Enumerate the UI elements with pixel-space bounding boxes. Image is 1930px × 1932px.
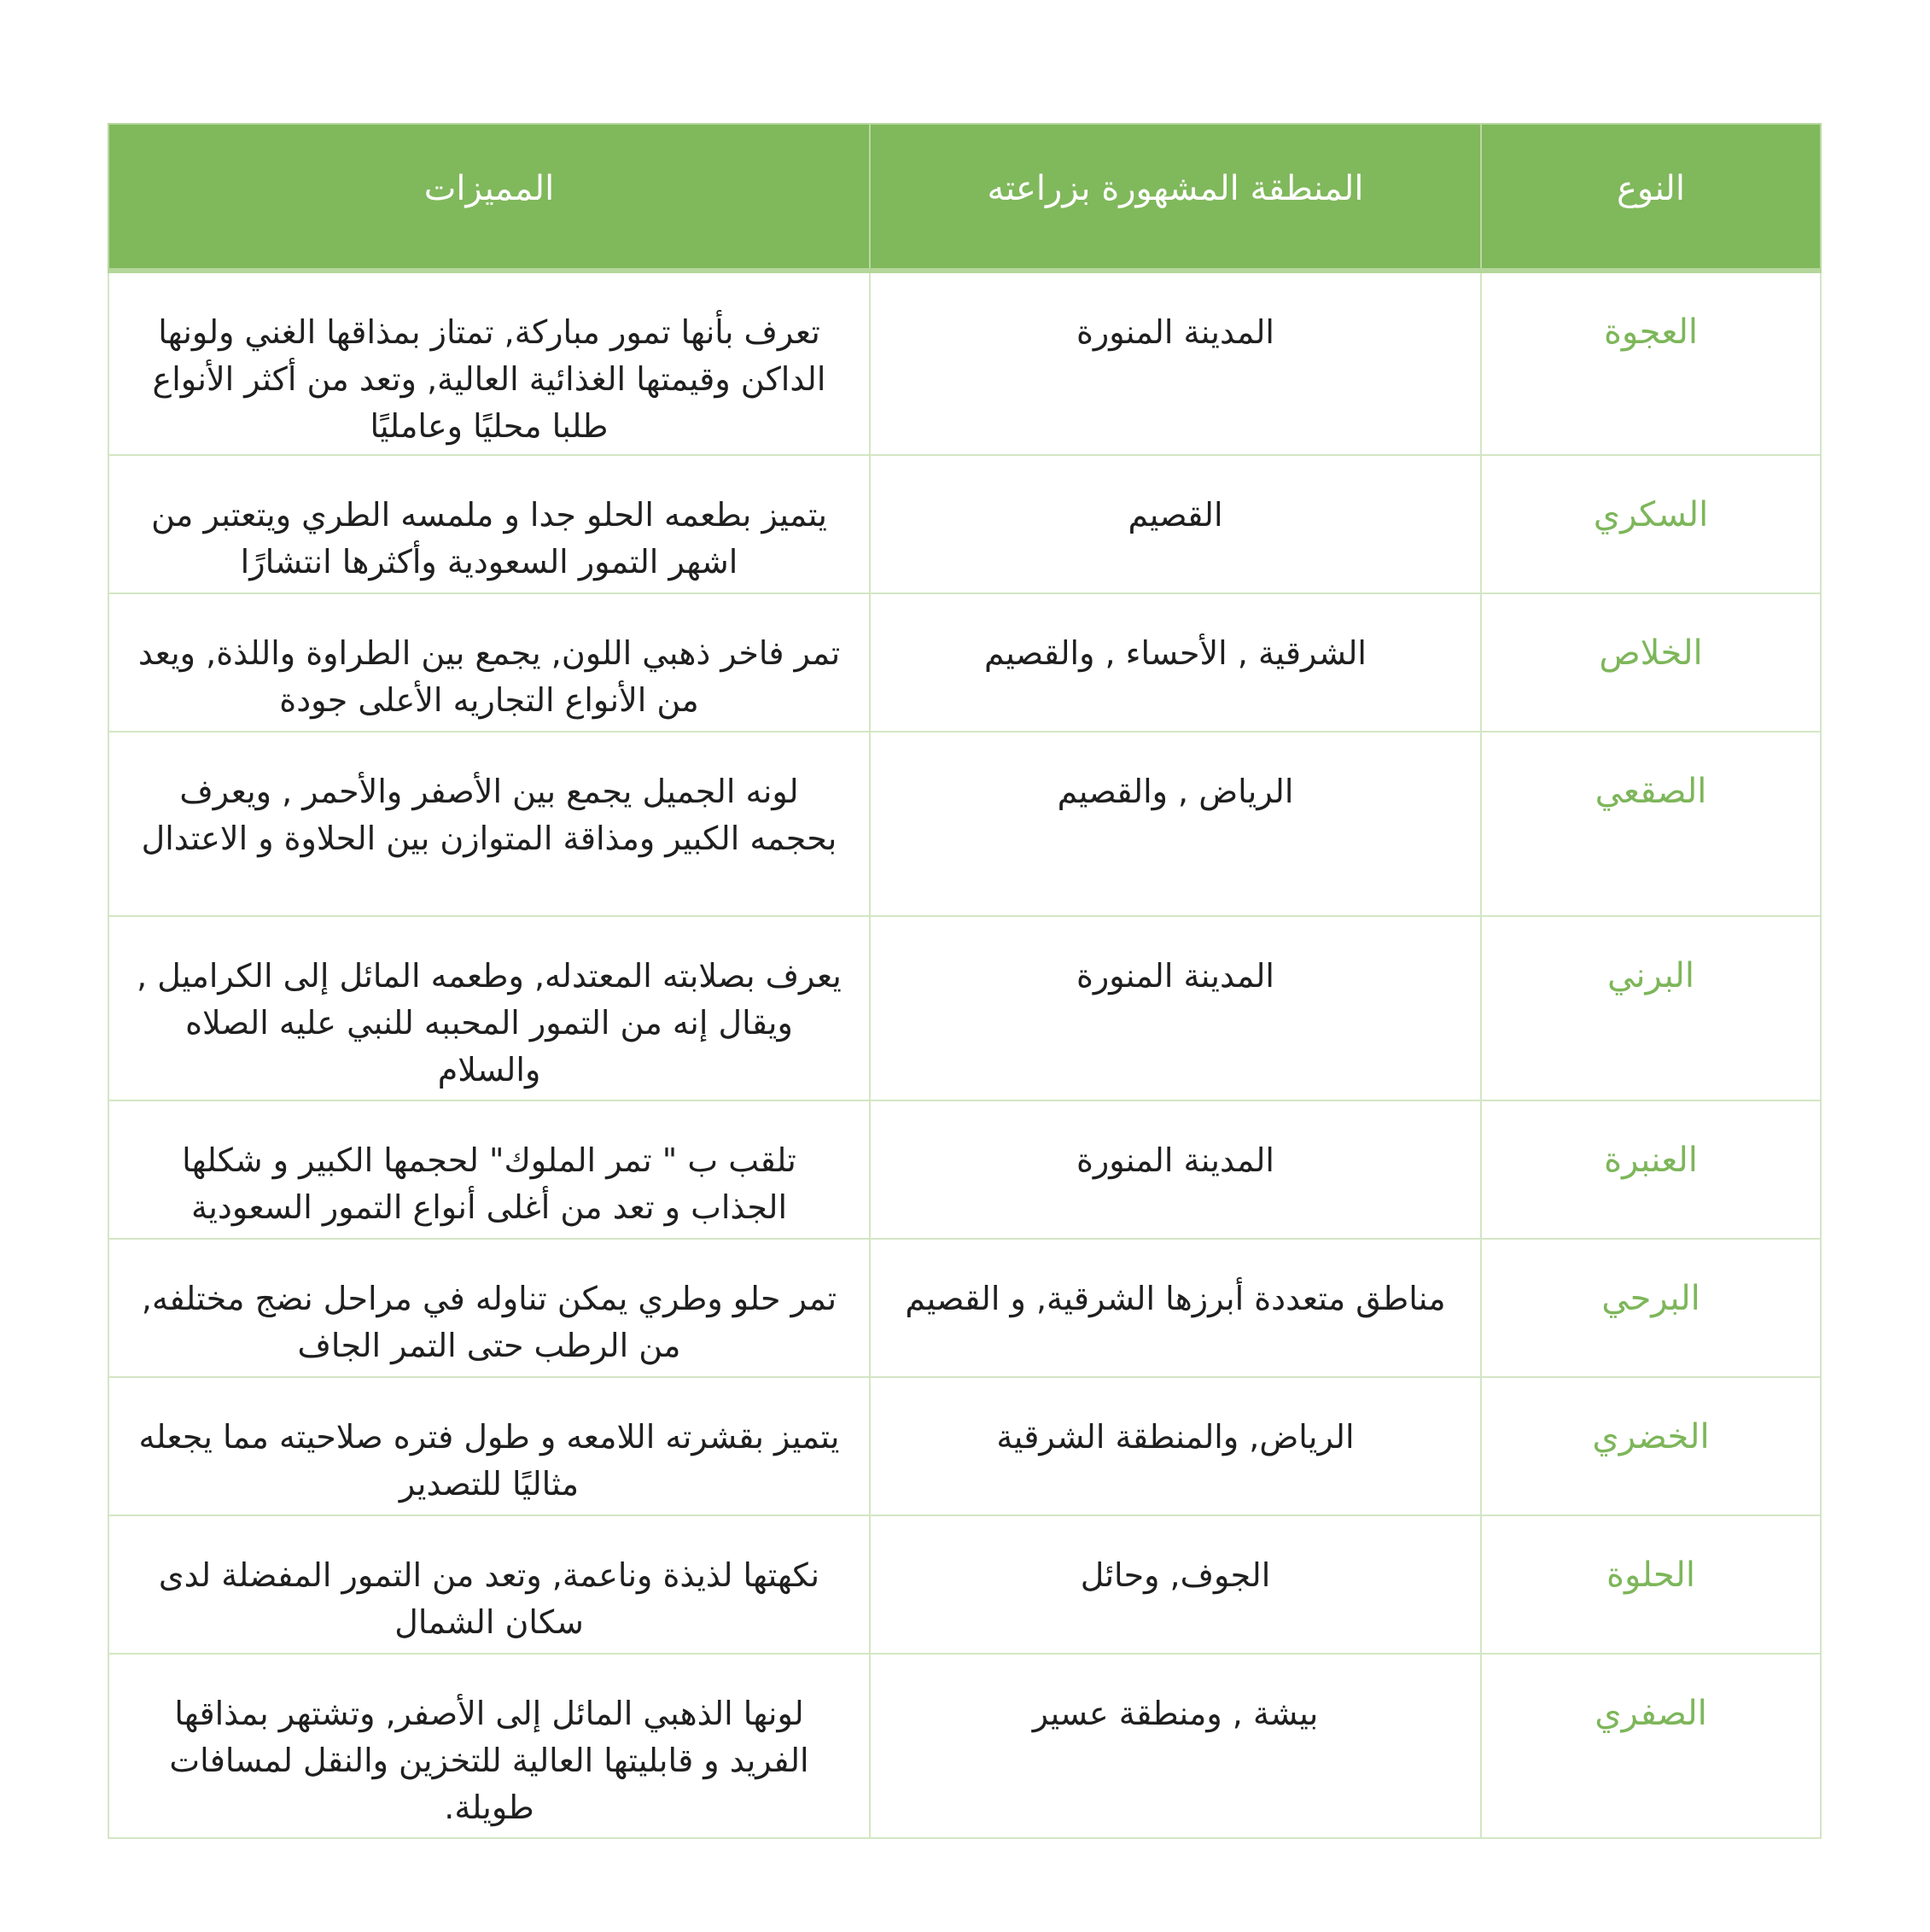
cell-type: الصفري [1481, 1654, 1821, 1838]
cell-type: البرني [1481, 916, 1821, 1100]
cell-region: المدينة المنورة [870, 916, 1481, 1100]
table-row [108, 271, 1821, 455]
table-row [108, 1377, 1821, 1515]
table-row [108, 916, 1821, 1100]
header-type: النوع [1481, 124, 1821, 271]
cell-features: تمر فاخر ذهبي اللون, يجمع بين الطراوة واللذة, ويعد من الأنواع التجاريه الأعلى جودة [108, 593, 870, 732]
cell-type: السكري [1481, 455, 1821, 593]
table-row [108, 593, 1821, 732]
table-row [108, 1654, 1821, 1838]
cell-region: الرياض, والمنطقة الشرقية [870, 1377, 1481, 1515]
cell-type: العنبرة [1481, 1100, 1821, 1239]
table-row [108, 1100, 1821, 1239]
cell-features: تعرف بأنها تمور مباركة, تمتاز بمذاقها الغني ولونها الداكن وقيمتها الغذائية العالية, وتعد من أكثر الأنواع طلبا محليًا وعامليًا [108, 271, 870, 455]
header-region: المنطقة المشهورة بزراعته [870, 124, 1481, 271]
table-row [108, 732, 1821, 916]
table-body [108, 271, 1821, 1838]
cell-type: الخضري [1481, 1377, 1821, 1515]
cell-features: تمر حلو وطري يمكن تناوله في مراحل نضج مختلفه, من الرطب حتى التمر الجاف [108, 1239, 870, 1377]
cell-features: تلقب ب " تمر الملوك" لحجمها الكبير و شكلها الجذاب و تعد من أغلى أنواع التمور السعودية [108, 1100, 870, 1239]
cell-features: يتميز بطعمه الحلو جدا و ملمسه الطري ويتعتبر من اشهر التمور السعودية وأكثرها انتشارًا [108, 455, 870, 593]
cell-type: الخلاص [1481, 593, 1821, 732]
cell-type: العجوة [1481, 271, 1821, 455]
date-varieties-table [108, 123, 1822, 1839]
header-row [108, 124, 1821, 271]
table-row [108, 1239, 1821, 1377]
cell-type: الحلوة [1481, 1515, 1821, 1654]
cell-features: لونها الذهبي المائل إلى الأصفر, وتشتهر بمذاقها الفريد و قابليتها العالية للتخزين والنقل لمسافات طويلة. [108, 1654, 870, 1838]
cell-type: البرحي [1481, 1239, 1821, 1377]
header-features: المميزات [108, 124, 870, 271]
table-row [108, 455, 1821, 593]
cell-region: الشرقية , الأحساء , والقصيم [870, 593, 1481, 732]
cell-features: يعرف بصلابته المعتدله, وطعمه المائل إلى الكراميل , ويقال إنه من التمور المحببه للنبي عليه الصلاه والسلام [108, 916, 870, 1100]
cell-region: بيشة , ومنطقة عسير [870, 1654, 1481, 1838]
cell-region: الجوف, وحائل [870, 1515, 1481, 1654]
cell-region: الرياض , والقصيم [870, 732, 1481, 916]
cell-type: الصقعي [1481, 732, 1821, 916]
cell-region: المدينة المنورة [870, 271, 1481, 455]
cell-region: مناطق متعددة أبرزها الشرقية, و القصيم [870, 1239, 1481, 1377]
cell-features: لونه الجميل يجمع بين الأصفر والأحمر , ويعرف بحجمه الكبير ومذاقة المتوازن بين الحلاوة و الاعتدال [108, 732, 870, 916]
cell-region: القصيم [870, 455, 1481, 593]
dates-table-container [108, 123, 1820, 1839]
cell-features: يتميز بقشرته اللامعه و طول فتره صلاحيته مما يجعله مثاليًا للتصدير [108, 1377, 870, 1515]
table-row [108, 1515, 1821, 1654]
cell-features: نكهتها لذيذة وناعمة, وتعد من التمور المفضلة لدى سكان الشمال [108, 1515, 870, 1654]
table-header [108, 124, 1821, 271]
cell-region: المدينة المنورة [870, 1100, 1481, 1239]
